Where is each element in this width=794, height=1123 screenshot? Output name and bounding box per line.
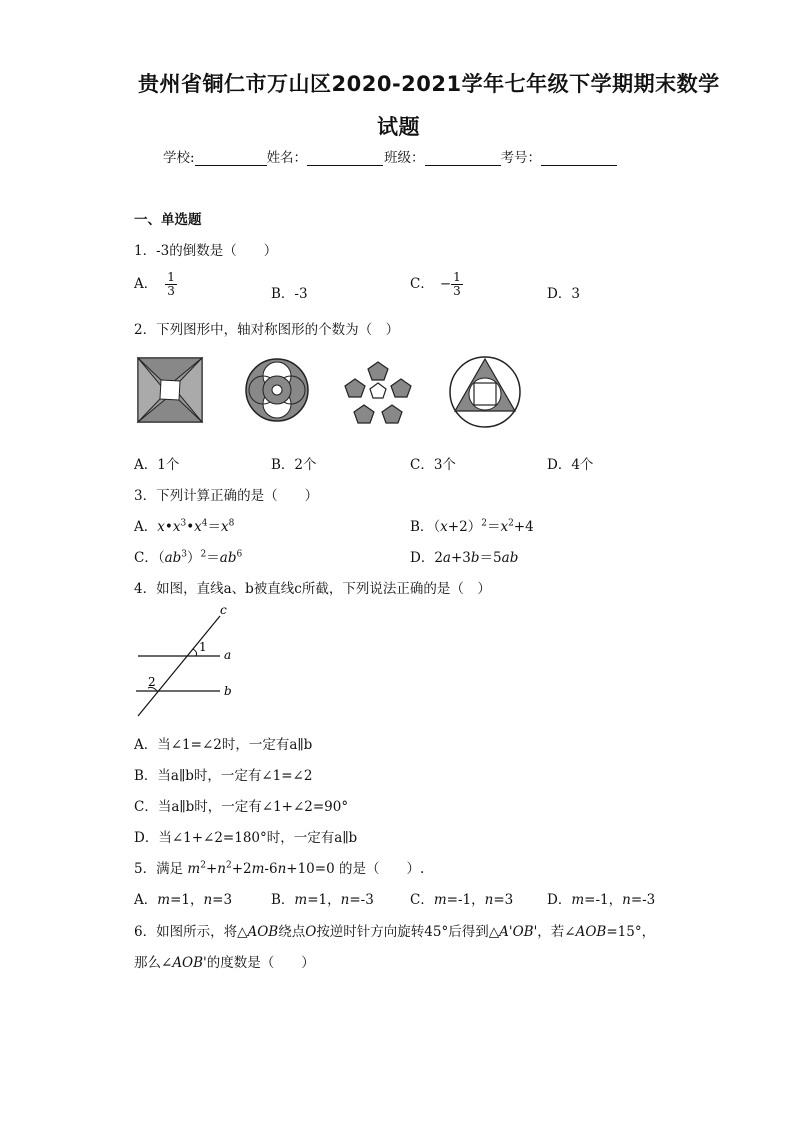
- student-info-fields: [163, 146, 617, 166]
- school-blank[interactable]: [195, 151, 267, 166]
- class-label: 班级：: [384, 150, 425, 166]
- q4-option-b: B．当a∥b时，一定有∠1=∠2: [134, 768, 313, 784]
- q3-option-b: B．$(x+2)^2=x^2+4$: [410, 518, 534, 535]
- question-5-stem: 5．满足 $m^2+n^2+2m-6n+10=0$ 的是（ ）.: [134, 860, 425, 877]
- q2-option-a: A．1个: [134, 457, 180, 473]
- q2-option-d: D．4个: [547, 457, 594, 473]
- q4-option-d: D．当∠1+∠2=180°时，一定有a∥b: [134, 830, 358, 846]
- label-b: b: [224, 684, 232, 698]
- angle-2-label: 2: [148, 675, 156, 689]
- line-c: [138, 616, 220, 716]
- fraction: $\frac{1}{3}$: [453, 270, 461, 298]
- question-4-stem: 4．如图，直线a、b被直线c所截，下列说法正确的是（ ）: [134, 581, 491, 597]
- question-3-stem: 3．下列计算正确的是（ ）: [134, 488, 319, 504]
- q5-option-d: D．m=-1，n=-3: [547, 892, 656, 908]
- section-title: 一、单选题: [134, 212, 202, 228]
- q4-option-a: A．当∠1=∠2时，一定有a∥b: [134, 737, 313, 753]
- exam-number-blank[interactable]: [541, 151, 617, 166]
- q2-option-c: C．3个: [410, 457, 456, 473]
- page-title: 贵州省铜仁市万山区2020-2021学年七年级下学期期末数学: [138, 72, 720, 96]
- q1-option-a: A． $\frac{1}{3}$: [134, 270, 175, 298]
- q3-option-c: C．$(ab^3)^2=ab^6$: [134, 549, 243, 566]
- q1-option-c: C． − $\frac{1}{3}$: [410, 270, 461, 298]
- q4-figure: [130, 602, 250, 724]
- question-1-stem: 1．-3的倒数是（ ）: [134, 243, 278, 259]
- q2-option-b: B．2个: [271, 457, 317, 473]
- pentagon-cluster-figure: [345, 362, 411, 423]
- q1-option-d: D．3: [547, 286, 580, 302]
- q2-figures: [130, 350, 550, 435]
- question-6-stem-line2: 那么∠AOB'的度数是（ ）: [134, 955, 315, 971]
- q4-option-c: C．当a∥b时，一定有∠1+∠2=90°: [134, 799, 349, 815]
- four-petal-circle-figure: [246, 359, 308, 421]
- exam-number-label: 考号：: [500, 150, 542, 166]
- class-blank[interactable]: [425, 151, 501, 166]
- page-title-line2: 试题: [377, 115, 420, 139]
- school-label: 学校:: [163, 150, 195, 166]
- q1-option-b: B．-3: [271, 286, 308, 302]
- fraction: $\frac{1}{3}$: [167, 270, 175, 298]
- question-2-stem: 2．下列图形中，轴对称图形的个数为（ ）: [134, 322, 400, 338]
- question-6-stem-line1: 6．如图所示，将△AOB绕点O按逆时针方向旋转45°后得到△A'OB'，若∠AOB=15°，: [134, 924, 656, 940]
- q5-option-a: A．m=1，n=3: [134, 892, 233, 908]
- circle-triangle-square-figure: [450, 357, 520, 427]
- label-a: a: [224, 648, 232, 662]
- label-c: c: [220, 603, 227, 617]
- name-label: 姓名：: [266, 150, 308, 166]
- q5-option-b: B．m=1，n=-3: [271, 892, 374, 908]
- q5-option-c: C．m=-1，n=3: [410, 892, 514, 908]
- name-blank[interactable]: [307, 151, 383, 166]
- pinwheel-square-figure: [138, 358, 202, 422]
- q3-option-d: D．2a+3b＝5ab: [410, 550, 519, 566]
- q3-option-a: A．$x•x^3•x^4=x^8$: [134, 518, 235, 535]
- angle-1-label: 1: [199, 640, 207, 654]
